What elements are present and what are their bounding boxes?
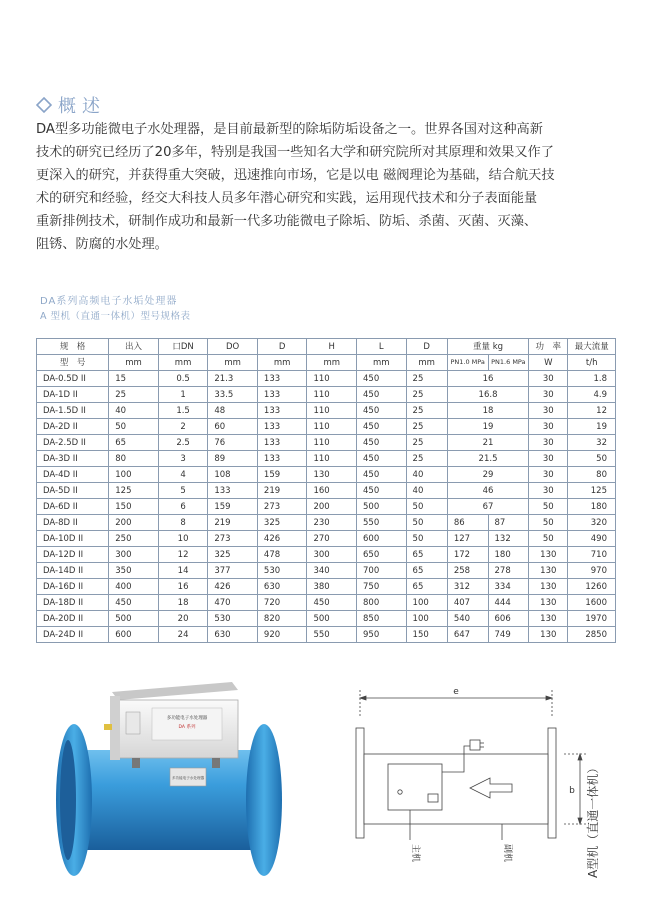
table-cell: 606 — [488, 611, 529, 627]
table-cell: 500 — [307, 611, 357, 627]
table-cell: 130 — [529, 611, 568, 627]
table-cell: 490 — [568, 531, 616, 547]
table-row — [37, 419, 616, 435]
table-cell: 4 — [158, 467, 208, 483]
table-cell: 540 — [447, 611, 488, 627]
table-cell: 30 — [529, 387, 568, 403]
table-cell: 133 — [257, 387, 307, 403]
table-cell: 50 — [109, 419, 159, 435]
table-cell: 450 — [357, 419, 407, 435]
table-cell: 25 — [406, 451, 447, 467]
table-cell: 19 — [447, 419, 528, 435]
table-subtitle: A 型机（直通一体机）型号规格表 — [40, 311, 191, 322]
table-cell: 250 — [109, 531, 159, 547]
unit: t/h — [568, 355, 616, 371]
diamond-icon — [36, 97, 52, 113]
table-cell: 630 — [208, 627, 258, 643]
table-row — [37, 403, 616, 419]
table-cell: 80 — [568, 467, 616, 483]
table-cell: 550 — [357, 515, 407, 531]
table-cell: 20 — [158, 611, 208, 627]
table-cell: 380 — [307, 579, 357, 595]
table-cell: 450 — [109, 595, 159, 611]
table-cell: 426 — [257, 531, 307, 547]
table-cell: 16 — [447, 371, 528, 387]
table-cell: 720 — [257, 595, 307, 611]
table-cell: 21.5 — [447, 451, 528, 467]
arrow-left — [360, 696, 366, 700]
table-cell: 450 — [357, 403, 407, 419]
table-cell: DA-24D II — [37, 627, 109, 643]
table-cell: 133 — [257, 403, 307, 419]
table-row — [37, 483, 616, 499]
table-cell: 25 — [406, 419, 447, 435]
panel-title: 多功能电子水处理器 — [166, 716, 208, 721]
table-cell: 30 — [529, 371, 568, 387]
overview-paragraph — [36, 118, 626, 256]
table-cell: 700 — [357, 563, 407, 579]
table-cell: 920 — [257, 627, 307, 643]
table-cell: 278 — [488, 563, 529, 579]
table-cell: 270 — [307, 531, 357, 547]
table-cell: 450 — [357, 435, 407, 451]
table-cell: 125 — [109, 483, 159, 499]
table-cell: 48 — [208, 403, 258, 419]
table-cell: 16 — [158, 579, 208, 595]
table-cell: 647 — [447, 627, 488, 643]
table-row — [37, 547, 616, 563]
table-cell: 133 — [257, 371, 307, 387]
table-cell: DA-14D II — [37, 563, 109, 579]
table-cell: DA-10D II — [37, 531, 109, 547]
table-cell: 325 — [257, 515, 307, 531]
table-cell: 300 — [307, 547, 357, 563]
table-row — [37, 579, 616, 595]
table-cell: DA-20D II — [37, 611, 109, 627]
table-cell: 12 — [568, 403, 616, 419]
table-row — [37, 451, 616, 467]
table-cell: 172 — [447, 547, 488, 563]
table-cell: 160 — [307, 483, 357, 499]
table-cell: 450 — [357, 483, 407, 499]
table-cell: 4.9 — [568, 387, 616, 403]
table-cell: 600 — [109, 627, 159, 643]
table-cell: DA-16D II — [37, 579, 109, 595]
table-cell: 133 — [208, 483, 258, 499]
table-cell: 550 — [307, 627, 357, 643]
table-cell: DA-2D II — [37, 419, 109, 435]
table-cell: 65 — [406, 547, 447, 563]
header-col: L — [357, 339, 407, 355]
arrow-up — [578, 754, 582, 760]
table-cell: 12 — [158, 547, 208, 563]
table-cell: 14 — [158, 563, 208, 579]
nameplate-text: 多功能电子水处理器 — [171, 776, 205, 780]
table-header-row — [37, 339, 616, 355]
table-row — [37, 627, 616, 643]
table-cell: 325 — [208, 547, 258, 563]
table-cell: 340 — [307, 563, 357, 579]
table-cell: 230 — [307, 515, 357, 531]
table-cell: 130 — [529, 595, 568, 611]
table-cell: 950 — [357, 627, 407, 643]
header-weight: 重量 kg — [447, 339, 528, 355]
table-cell: 127 — [447, 531, 488, 547]
table-cell: 0.5 — [158, 371, 208, 387]
table-cell: 87 — [488, 515, 529, 531]
unit: mm — [257, 355, 307, 371]
table-cell: 820 — [257, 611, 307, 627]
table-cell: 67 — [447, 499, 528, 515]
table-cell: 312 — [447, 579, 488, 595]
table-cell: 132 — [488, 531, 529, 547]
table-cell: 65 — [406, 563, 447, 579]
dim-label-b: b — [569, 786, 575, 796]
table-cell: 219 — [208, 515, 258, 531]
unit: mm — [109, 355, 159, 371]
table-cell: 450 — [307, 595, 357, 611]
table-cell: 450 — [357, 387, 407, 403]
header-flow: 最大流量 — [568, 339, 616, 355]
table-cell: 18 — [158, 595, 208, 611]
table-cell: 800 — [357, 595, 407, 611]
unit: mm — [208, 355, 258, 371]
table-cell: 40 — [406, 467, 447, 483]
table-cell: 159 — [257, 467, 307, 483]
table-row — [37, 387, 616, 403]
pipe-body — [80, 750, 258, 850]
table-cell: 30 — [529, 483, 568, 499]
table-body — [37, 371, 616, 643]
table-cell: DA-5D II — [37, 483, 109, 499]
table-cell: 273 — [257, 499, 307, 515]
table-cell: 970 — [568, 563, 616, 579]
table-row — [37, 467, 616, 483]
header-col: DO — [208, 339, 258, 355]
panel-model: DA 系列 — [178, 725, 196, 730]
table-cell: 450 — [357, 451, 407, 467]
table-cell: 150 — [406, 627, 447, 643]
table-cell: 2850 — [568, 627, 616, 643]
label-main-unit: 主机 — [410, 844, 420, 863]
table-cell: 133 — [257, 435, 307, 451]
table-cell: 130 — [307, 467, 357, 483]
table-cell: 21.3 — [208, 371, 258, 387]
unit: W — [529, 355, 568, 371]
left-flange-face — [60, 740, 76, 860]
control-panel — [152, 708, 222, 740]
overview-title: 概述 — [58, 96, 106, 117]
table-cell: 10 — [158, 531, 208, 547]
table-cell: 89 — [208, 451, 258, 467]
table-cell: 21 — [447, 435, 528, 451]
table-cell: 50 — [406, 499, 447, 515]
table-cell: 426 — [208, 579, 258, 595]
table-row — [37, 435, 616, 451]
table-row — [37, 371, 616, 387]
table-cell: 750 — [357, 579, 407, 595]
table-row — [37, 531, 616, 547]
header-col: 出入 — [109, 339, 159, 355]
unit: mm — [158, 355, 208, 371]
paragraph-line: 更深入的研究，并获得重大突破，迅速推向市场，它是以电 磁阀理论为基础，结合航天技 — [36, 168, 555, 183]
table-cell: DA-2.5D II — [37, 435, 109, 451]
table-row — [37, 595, 616, 611]
table-cell: DA-1.5D II — [37, 403, 109, 419]
table-cell: 86 — [447, 515, 488, 531]
table-cell: 600 — [357, 531, 407, 547]
table-cell: 50 — [406, 515, 447, 531]
table-cell: 18 — [447, 403, 528, 419]
table-cell: 50 — [406, 531, 447, 547]
table-cell: 850 — [357, 611, 407, 627]
header-col: H — [307, 339, 357, 355]
table-cell: 133 — [257, 451, 307, 467]
dim-label-e: e — [453, 687, 459, 697]
table-cell: 1260 — [568, 579, 616, 595]
table-cell: DA-0.5D II — [37, 371, 109, 387]
table-cell: 650 — [357, 547, 407, 563]
paragraph-line: 阻锈、防腐的水处理。 — [36, 237, 168, 252]
table-cell: 407 — [447, 595, 488, 611]
table-cell: 450 — [357, 371, 407, 387]
weight-pn10: PN1.0 MPa — [447, 355, 488, 371]
table-cell: 65 — [406, 579, 447, 595]
support-leg — [132, 758, 140, 768]
table-cell: 320 — [568, 515, 616, 531]
table-cell: DA-3D II — [37, 451, 109, 467]
diagram-left-flange — [356, 728, 364, 838]
table-cell: 530 — [257, 563, 307, 579]
table-cell: 478 — [257, 547, 307, 563]
table-cell: 273 — [208, 531, 258, 547]
table-cell: 30 — [529, 435, 568, 451]
weight-pn16: PN1.6 MPa — [488, 355, 529, 371]
table-cell: 180 — [488, 547, 529, 563]
table-cell: 24 — [158, 627, 208, 643]
table-cell: 1.5 — [158, 403, 208, 419]
table-cell: 30 — [529, 467, 568, 483]
table-cell: 444 — [488, 595, 529, 611]
table-cell: 300 — [109, 547, 159, 563]
table-cell: 1970 — [568, 611, 616, 627]
table-cell: 32 — [568, 435, 616, 451]
diagram-controller — [388, 764, 442, 810]
table-cell: 19 — [568, 419, 616, 435]
spec-table — [36, 338, 616, 643]
table-cell: 46 — [447, 483, 528, 499]
arrow-down — [578, 818, 582, 824]
table-cell: 130 — [529, 547, 568, 563]
header-power: 功 率 — [529, 339, 568, 355]
table-cell: 80 — [109, 451, 159, 467]
table-cell: 530 — [208, 611, 258, 627]
table-cell: 110 — [307, 403, 357, 419]
label-aux-unit: 副机 — [502, 844, 512, 863]
table-cell: 133 — [257, 419, 307, 435]
table-cell: 500 — [109, 611, 159, 627]
table-cell: 258 — [447, 563, 488, 579]
table-cell: DA-4D II — [37, 467, 109, 483]
header-col: 口DN — [158, 339, 208, 355]
table-row — [37, 563, 616, 579]
table-cell: 180 — [568, 499, 616, 515]
table-cell: 130 — [529, 563, 568, 579]
table-cell: DA-1D II — [37, 387, 109, 403]
table-cell: DA-12D II — [37, 547, 109, 563]
table-cell: 630 — [257, 579, 307, 595]
table-cell: 29 — [447, 467, 528, 483]
table-cell: 710 — [568, 547, 616, 563]
table-cell: 65 — [109, 435, 159, 451]
table-cell: 150 — [109, 499, 159, 515]
table-cell: 125 — [568, 483, 616, 499]
table-cell: 8 — [158, 515, 208, 531]
product-photo — [52, 672, 290, 878]
table-cell: 25 — [406, 387, 447, 403]
header-model: 型 号 — [37, 355, 109, 371]
table-cell: 110 — [307, 435, 357, 451]
unit: mm — [307, 355, 357, 371]
table-cell: 5 — [158, 483, 208, 499]
table-cell: 16.8 — [447, 387, 528, 403]
diagram-caption: A型机（直通一体机） — [586, 761, 600, 878]
table-cell: 200 — [307, 499, 357, 515]
table-cell: 100 — [406, 595, 447, 611]
table-cell: DA-18D II — [37, 595, 109, 611]
control-box-top — [112, 682, 238, 700]
table-cell: 110 — [307, 419, 357, 435]
table-cell: 25 — [406, 435, 447, 451]
table-row — [37, 499, 616, 515]
table-cell: 334 — [488, 579, 529, 595]
table-cell: 219 — [257, 483, 307, 499]
arrow-right — [546, 696, 552, 700]
paragraph-line: 重新排例技术，研制作成功和最新一代多功能微电子除垢、防垢、杀菌、灭菌、灭藻、 — [36, 214, 538, 229]
table-cell: 6 — [158, 499, 208, 515]
table-cell: 400 — [109, 579, 159, 595]
table-cell: 50 — [529, 515, 568, 531]
table-cell: 50 — [529, 531, 568, 547]
table-cell: 100 — [406, 611, 447, 627]
diagram-right-flange — [548, 728, 556, 838]
table-cell: 25 — [406, 371, 447, 387]
table-cell: 1 — [158, 387, 208, 403]
table-cell: 50 — [568, 451, 616, 467]
table-cell: 1.8 — [568, 371, 616, 387]
table-cell: DA-8D II — [37, 515, 109, 531]
table-cell: 2 — [158, 419, 208, 435]
table-cell: 40 — [109, 403, 159, 419]
table-cell: DA-6D II — [37, 499, 109, 515]
table-cell: 159 — [208, 499, 258, 515]
table-cell: 377 — [208, 563, 258, 579]
unit: mm — [406, 355, 447, 371]
table-cell: 100 — [109, 467, 159, 483]
table-cell: 25 — [109, 387, 159, 403]
table-cell: 40 — [406, 483, 447, 499]
table-cell: 110 — [307, 371, 357, 387]
table-cell: 15 — [109, 371, 159, 387]
table-cell: 25 — [406, 403, 447, 419]
table-cell: 470 — [208, 595, 258, 611]
table-title: DA系列高频电子水垢处理器 — [40, 296, 178, 307]
paragraph-line: 术的研究和经验，经交大科技人员多年潜心研究和实践，运用现代技术和分子表面能量 — [36, 191, 538, 206]
table-cell: 108 — [208, 467, 258, 483]
table-cell: 130 — [529, 627, 568, 643]
table-cell: 2.5 — [158, 435, 208, 451]
header-col: D — [406, 339, 447, 355]
table-cell: 60 — [208, 419, 258, 435]
table-cell: 3 — [158, 451, 208, 467]
right-flange — [246, 724, 282, 876]
support-leg — [212, 758, 220, 768]
overview-heading — [36, 92, 106, 118]
header-spec: 规 格 — [37, 339, 109, 355]
header-col: D — [257, 339, 307, 355]
table-cell: 33.5 — [208, 387, 258, 403]
paragraph-line: 技术的研究已经历了20多年，特别是我国一些知名大学和研究院所对其原理和效果又作了 — [36, 145, 554, 160]
table-cell: 500 — [357, 499, 407, 515]
cable-gland — [104, 724, 112, 730]
table-cell: 76 — [208, 435, 258, 451]
table-unit-row — [37, 355, 616, 371]
plug-icon — [470, 740, 480, 750]
table-cell: 450 — [357, 467, 407, 483]
table-cell: 30 — [529, 451, 568, 467]
table-cell: 30 — [529, 419, 568, 435]
table-cell: 749 — [488, 627, 529, 643]
table-cell: 110 — [307, 387, 357, 403]
table-cell: 30 — [529, 403, 568, 419]
table-cell: 350 — [109, 563, 159, 579]
dimension-diagram — [352, 672, 612, 884]
table-cell: 200 — [109, 515, 159, 531]
unit: mm — [357, 355, 407, 371]
table-cell: 50 — [529, 499, 568, 515]
table-cell: 130 — [529, 579, 568, 595]
table-cell: 110 — [307, 451, 357, 467]
paragraph-line: DA型多功能微电子水处理器，是目前最新型的除垢防垢设备之一。世界各国对这种高新 — [36, 122, 543, 137]
panel-switch — [126, 712, 140, 734]
table-cell: 1600 — [568, 595, 616, 611]
table-row — [37, 611, 616, 627]
table-row — [37, 515, 616, 531]
